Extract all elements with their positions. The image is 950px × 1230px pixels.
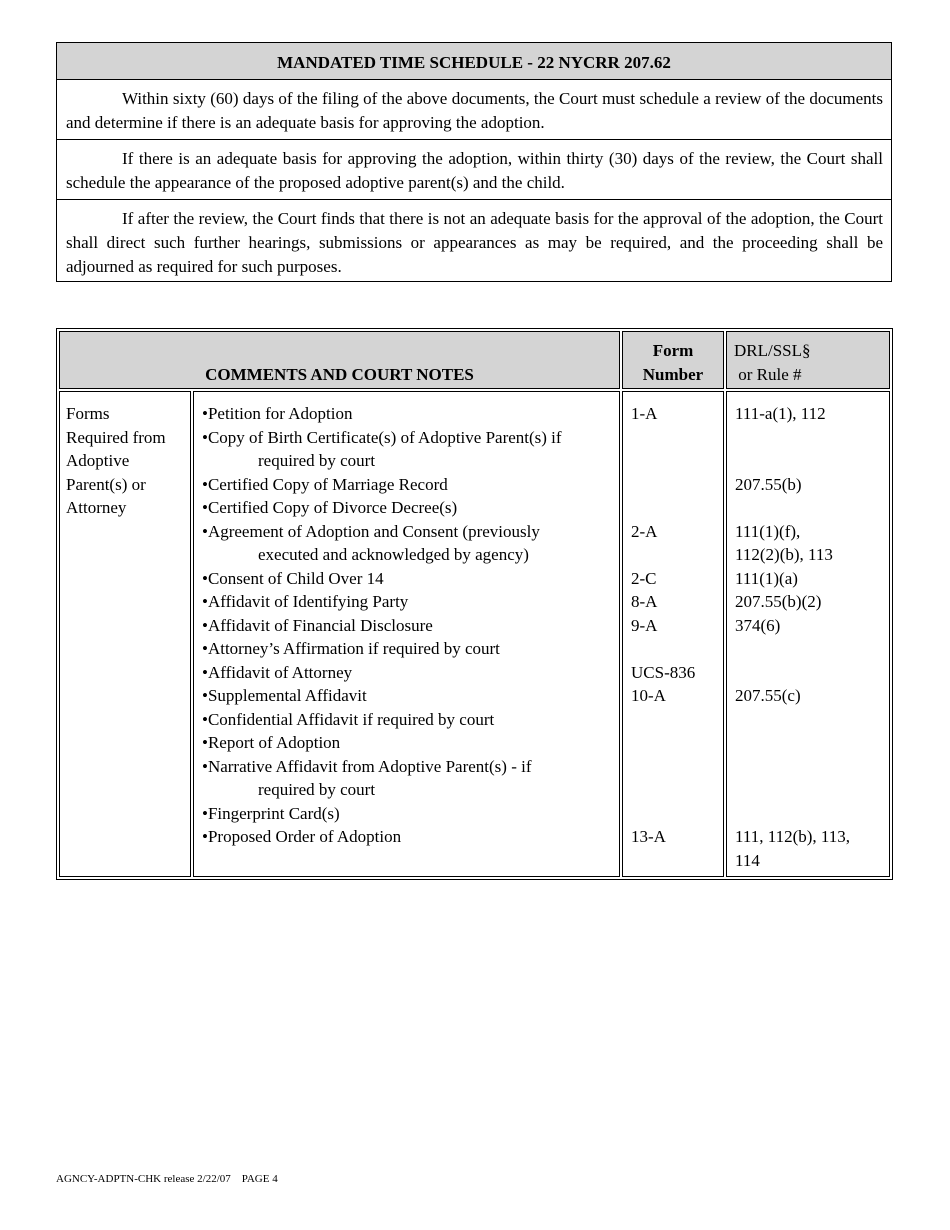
form-number: 1-A	[631, 404, 658, 423]
form-item-text: •Consent of Child Over 14	[202, 568, 384, 588]
form-item	[202, 473, 615, 497]
form-item-text: •Certified Copy of Divorce Decree(s)	[202, 498, 458, 517]
form-item	[202, 520, 615, 567]
form-number-header	[622, 331, 724, 389]
drl-rule-reference	[735, 661, 887, 685]
form-item-text: •Narrative Affidavit from Adoptive Parent(s) - if	[202, 756, 532, 776]
section-label-line: Adoptive	[66, 451, 130, 470]
drl-rule-reference	[735, 802, 887, 826]
drl-header-line2: or Rule #	[734, 364, 802, 384]
form-number: 10-A	[631, 686, 666, 705]
comments-header: COMMENTS AND COURT NOTES	[59, 331, 620, 389]
drl-rule-reference	[735, 496, 887, 520]
form-number	[631, 731, 721, 755]
form-item	[202, 590, 615, 614]
form-number: 9-A	[631, 615, 658, 635]
form-item	[202, 637, 615, 661]
drl-rule-reference: 111-a(1), 112	[735, 404, 826, 423]
drl-rule-reference: 207.55(c)	[735, 686, 801, 705]
form-item-text: •Affidavit of Financial Disclosure	[202, 615, 433, 635]
form-number-column	[622, 391, 724, 877]
mandated-time-schedule-box	[56, 42, 892, 282]
form-item	[202, 567, 615, 591]
form-number: 13-A	[631, 827, 666, 846]
form-item	[202, 684, 615, 708]
page-footer: AGNCY-ADPTN-CHK release 2/22/07 PAGE 4	[56, 1173, 278, 1185]
form-item-text: •Fingerprint Card(s)	[202, 803, 340, 823]
drl-rule-reference: 111(1)(f),	[735, 521, 801, 541]
form-item-text: •Petition for Adoption	[202, 404, 353, 423]
form-item	[202, 496, 615, 520]
form-item	[202, 426, 615, 473]
form-item-continuation: required by court	[258, 451, 376, 470]
form-item-text: •Copy of Birth Certificate(s) of Adoptive Parent(s) if	[202, 427, 562, 447]
section-label	[59, 391, 191, 877]
form-number	[631, 449, 721, 473]
form-number: 8-A	[631, 592, 658, 611]
section-label-line: Required from	[66, 427, 166, 447]
required-forms-list	[193, 391, 620, 877]
drl-header-line1: DRL/SSL§	[734, 341, 811, 360]
form-number: UCS-836	[631, 662, 696, 682]
form-number	[631, 708, 721, 732]
drl-rule-reference: 374(6)	[735, 615, 781, 635]
form-item-continuation: executed and acknowledged by agency)	[258, 545, 529, 564]
schedule-paragraph-2: If there is an adequate basis for approving the adoption, within thirty (30) days of the review, the Court shall schedule the appearance of the proposed adoptive parent(s) and the child.	[57, 139, 891, 199]
form-number	[631, 637, 721, 661]
drl-rule-reference	[735, 426, 887, 450]
drl-rule-reference: 207.55(b)(2)	[735, 592, 822, 611]
form-item-text: •Affidavit of Attorney	[202, 662, 353, 682]
form-number	[631, 755, 721, 779]
form-item-text: •Agreement of Adoption and Consent (previously	[202, 521, 540, 541]
form-item-text: •Attorney’s Affirmation if required by court	[202, 639, 500, 658]
form-item	[202, 708, 615, 732]
form-item	[202, 402, 615, 426]
form-item	[202, 614, 615, 638]
drl-rule-reference	[735, 449, 887, 473]
form-item-text: •Supplemental Affidavit	[202, 686, 367, 705]
forms-table	[56, 328, 893, 880]
drl-rule-header	[726, 331, 890, 389]
drl-rule-reference: 111, 112(b), 113,	[735, 827, 851, 846]
form-number: 2-A	[631, 521, 658, 541]
form-item-text: •Report of Adoption	[202, 733, 341, 752]
form-item	[202, 731, 615, 755]
form-item-continuation: required by court	[258, 780, 376, 799]
drl-rule-reference	[735, 778, 887, 802]
schedule-paragraph-3: If after the review, the Court finds that there is not an adequate basis for the approval of the adoption, the Court shall direct such further hearings, submissions or appearances as may be required, and the proceeding shall be adjourned as required for such purposes.	[57, 199, 891, 281]
form-number	[631, 778, 721, 802]
section-label-line: Attorney	[66, 498, 127, 517]
drl-rule-reference: 114	[735, 850, 760, 870]
form-item	[202, 661, 615, 685]
form-item	[202, 825, 615, 849]
forms-table-header	[59, 331, 890, 389]
drl-rule-reference: 112(2)(b), 113	[735, 545, 833, 564]
drl-rule-reference	[735, 708, 887, 732]
section-label-line: Parent(s) or	[66, 474, 146, 494]
form-item-text: •Proposed Order of Adoption	[202, 827, 402, 846]
section-label-line: Forms	[66, 404, 110, 423]
drl-rule-column	[726, 391, 890, 877]
form-item	[202, 755, 615, 802]
schedule-title: MANDATED TIME SCHEDULE - 22 NYCRR 207.62	[57, 43, 891, 80]
drl-rule-reference	[735, 755, 887, 779]
drl-rule-reference	[735, 731, 887, 755]
drl-rule-reference	[735, 637, 887, 661]
form-header-line1: Form	[652, 341, 694, 360]
schedule-paragraph-1: Within sixty (60) days of the filing of the above documents, the Court must schedule a review of the documents and determine if there is an adequate basis for approving the adoption.	[66, 89, 883, 132]
form-number	[631, 473, 721, 497]
form-number	[631, 543, 721, 567]
form-header-line2: Number	[642, 364, 704, 384]
form-number	[631, 426, 721, 450]
form-number: 2-C	[631, 568, 657, 588]
forms-section-row	[59, 391, 890, 877]
drl-rule-reference: 111(1)(a)	[735, 568, 798, 588]
form-number	[631, 849, 721, 873]
form-item	[202, 802, 615, 826]
form-item-text: •Affidavit of Identifying Party	[202, 592, 409, 611]
form-number	[631, 802, 721, 826]
form-item-text: •Confidential Affidavit if required by court	[202, 709, 495, 729]
form-number	[631, 496, 721, 520]
drl-rule-reference: 207.55(b)	[735, 474, 802, 494]
form-item-text: •Certified Copy of Marriage Record	[202, 474, 448, 494]
